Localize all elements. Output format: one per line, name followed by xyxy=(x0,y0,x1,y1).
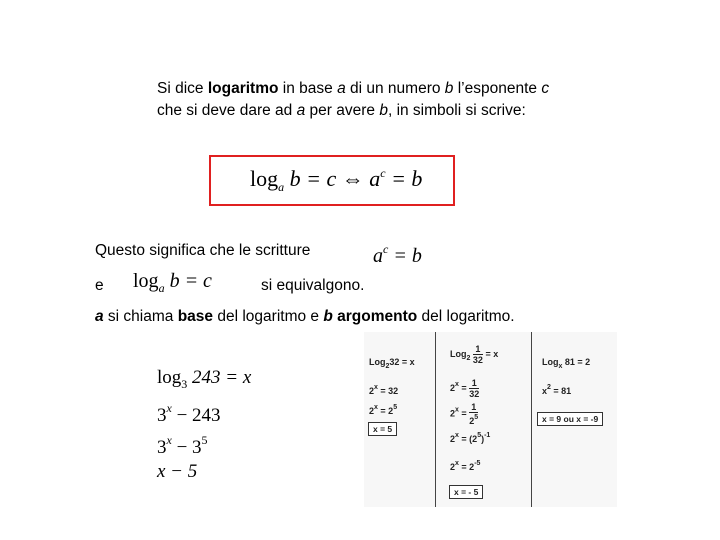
var-a: a xyxy=(95,308,104,325)
equation-rest: − 243 xyxy=(171,405,221,426)
intro-text: Si dice xyxy=(157,80,208,97)
intro-text: l’esponente xyxy=(453,80,542,97)
meaning-line-1: Questo significa che le scritture xyxy=(95,242,311,259)
term-base: base xyxy=(177,308,214,325)
intro-text: , in simboli si scrive: xyxy=(387,102,526,119)
intro-text: di un numero xyxy=(345,80,445,97)
c2-row-4: $2^x = (2^5)^{-1}$ xyxy=(450,432,491,444)
c3-row-2: $x^2 = 81$ xyxy=(542,384,572,396)
example-row-3 xyxy=(157,428,251,460)
intro-text: che si deve dare ad xyxy=(157,102,297,119)
c2-row-2: $2^x$ = $\frac{1}{32}$ xyxy=(450,378,480,399)
c1-row-2: $2^x = 32$ xyxy=(369,384,399,396)
power-exponent: 5 xyxy=(201,433,208,447)
naming-text: del logaritmo e xyxy=(213,308,324,325)
power-result: = b xyxy=(385,166,423,191)
log-rest: b = c xyxy=(164,270,212,292)
equation-rest: 243 = x xyxy=(187,367,252,388)
c2-row-3: $2^x$ = $\frac{1}{2^5}$ xyxy=(450,402,479,426)
intro-text: per avere xyxy=(305,102,380,119)
term-logaritmo: logaritmo xyxy=(207,80,279,97)
exp-base: a xyxy=(373,245,383,267)
equivalence-arrow: ⇔ xyxy=(341,166,364,191)
log-text: log xyxy=(157,367,182,388)
equation-result: x − 5 xyxy=(157,461,198,482)
examples-panel xyxy=(364,332,617,507)
naming-line xyxy=(95,308,515,326)
var-b: b xyxy=(444,80,454,97)
c1-row-3: $2^x = 2^5$ xyxy=(369,404,398,416)
example-row-1 xyxy=(157,366,251,396)
intro-text: in base xyxy=(278,80,338,97)
intro-paragraph xyxy=(157,78,627,122)
example-row-2 xyxy=(157,396,251,428)
naming-text: si chiama xyxy=(103,308,178,325)
exp-exponent: c xyxy=(383,242,389,256)
log-base: 3 xyxy=(181,377,188,391)
var-c: c xyxy=(541,80,550,97)
c1-answer-box: x = 5 xyxy=(368,422,397,436)
definition-formula xyxy=(250,166,422,195)
c2-row-1: Log$_2$ $\frac{1}{32}$ = x xyxy=(450,344,499,365)
c3-answer-box: x = 9 ou x = -9 xyxy=(537,412,603,426)
log-formula xyxy=(133,270,212,296)
c3-row-1: Log$_x$ 81 = 2 xyxy=(542,357,591,370)
c1-row-1: Log$_2$32 = x xyxy=(369,357,415,370)
log-base: a xyxy=(278,180,285,194)
log-text: log xyxy=(133,270,159,292)
column-divider xyxy=(531,332,532,507)
power-exponent: x xyxy=(166,433,172,447)
exp-formula xyxy=(373,242,422,268)
equation-rest: − 3 xyxy=(171,437,202,458)
c2-row-5: $2^x = 2^{-5}$ xyxy=(450,460,481,472)
equivalence-text: si equivalgono. xyxy=(261,277,365,294)
var-b: b xyxy=(323,308,333,325)
log-text: log xyxy=(250,166,279,191)
power-exponent: c xyxy=(380,166,386,180)
log-argument: b = c xyxy=(284,166,342,191)
power-base: a xyxy=(363,166,381,191)
worked-example xyxy=(157,366,251,484)
exp-rhs: = b xyxy=(388,245,422,267)
naming-text: del logaritmo. xyxy=(417,308,515,325)
power-base: 3 xyxy=(157,437,167,458)
c2-answer-box: x = - 5 xyxy=(449,485,483,499)
column-divider xyxy=(435,332,436,507)
term-argomento: argomento xyxy=(337,308,418,325)
var-a: a xyxy=(296,102,306,119)
conjunction-e: e xyxy=(95,277,104,294)
log-base: a xyxy=(158,281,165,295)
var-a: a xyxy=(337,80,346,97)
power-base: 3 xyxy=(157,405,167,426)
power-exponent: x xyxy=(166,401,172,415)
example-row-4 xyxy=(157,460,251,484)
var-b: b xyxy=(379,102,388,119)
